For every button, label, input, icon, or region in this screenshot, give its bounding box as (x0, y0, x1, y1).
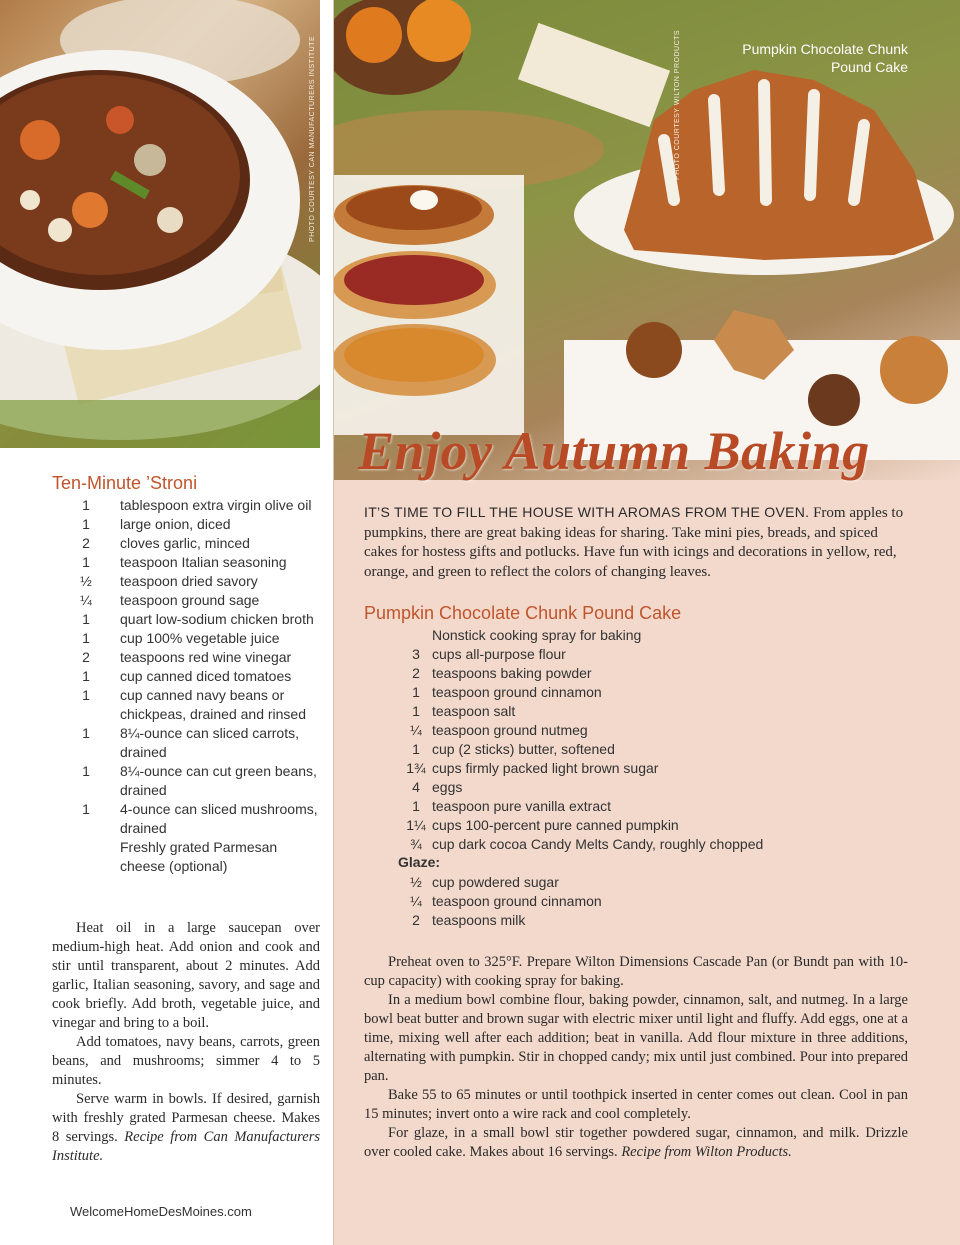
intro-paragraph (364, 503, 908, 582)
ingredient-item (52, 648, 324, 667)
stroni-direction-paragraph: Add tomatoes, navy beans, carrots, green beans, and mushrooms; simmer 4 to 5 minutes. (52, 1034, 320, 1088)
ingredient-text: large onion, diced (120, 516, 231, 532)
ingredient-quantity: 1 (412, 684, 420, 700)
ingredient-quantity: 3 (412, 646, 420, 662)
footer-website[interactable]: WelcomeHomeDesMoines.com (70, 1204, 252, 1219)
ingredient-text: cup canned diced tomatoes (120, 668, 292, 684)
ingredient-text: teaspoon ground sage (120, 592, 260, 608)
ingredient-quantity: 1 (82, 725, 90, 741)
ingredient-item (52, 800, 324, 838)
ingredient-item (52, 762, 324, 800)
ingredient-quantity: 1¼ (406, 817, 426, 833)
intro-lead: IT’S TIME TO FILL THE HOUSE WITH AROMAS FROM THE OVEN. (364, 504, 810, 520)
ingredient-quantity: 1 (412, 798, 420, 814)
ingredient-item (52, 686, 324, 724)
intro-body: From apples to pumpkins, there are great baking ideas for sharing. Take mini pies, breads, and spiced cakes for hostess gifts and potlucks. Have fun with icings and decorations in yellow, red, orange, and green to reflect the colors of changing leaves. (364, 505, 904, 580)
ingredient-text: cloves garlic, minced (120, 535, 250, 551)
ingredient-text: quart low-sodium chicken broth (120, 611, 314, 627)
ingredient-quantity (400, 626, 432, 645)
ingredient-quantity: 4 (412, 779, 420, 795)
ingredient-quantity: 1 (82, 611, 90, 627)
ingredient-item (400, 740, 900, 759)
pound-cake-direction-paragraph: For glaze, in a small bowl stir together powdered sugar, cinnamon, and milk. Drizzle over cooled cake. Makes about 16 servings. Recipe from Wilton Products. (364, 1125, 908, 1160)
ingredient-item (400, 797, 900, 816)
stroni-ingredients-list (52, 496, 324, 876)
ingredient-quantity: 1 (82, 687, 90, 703)
ingredient-quantity: 1 (82, 763, 90, 779)
ingredient-text: cups 100-percent pure canned pumpkin (432, 817, 679, 833)
ingredient-item (52, 667, 324, 686)
ingredient-item (400, 645, 900, 664)
ingredient-text: cups all-purpose flour (432, 646, 566, 662)
ingredient-item (400, 835, 900, 854)
ingredient-quantity: 2 (412, 665, 420, 681)
pound-cake-direction-paragraph: In a medium bowl combine flour, baking powder, cinnamon, salt, and nutmeg. In a large bowl beat butter and brown sugar with electric mixer until light and fluffy. Add eggs, one at a time, mixing well after each addition; beat in vanilla. Add flour mixture in three additions, alternating with pumpkin. Stir in chopped candy; mix until just combined. Pour into prepared pan. (364, 992, 908, 1084)
ingredient-text: teaspoons red wine vinegar (120, 649, 292, 665)
ingredient-item (400, 816, 900, 835)
ingredient-item (400, 778, 900, 797)
ingredient-item (400, 683, 900, 702)
ingredient-quantity: 1 (82, 630, 90, 646)
ingredient-item (52, 496, 324, 515)
cake-photo-caption: Pumpkin Chocolate Chunk Pound Cake (742, 41, 908, 75)
ingredient-text: cup dark cocoa Candy Melts Candy, roughly chopped (432, 836, 764, 852)
cake-photo-credit: PHOTO COURTESY WILTON PRODUCTS (674, 29, 681, 180)
ingredient-quantity: ¾ (410, 836, 422, 852)
ingredient-text: cup 100% vegetable juice (120, 630, 280, 646)
ingredient-item (52, 515, 324, 534)
ingredient-text: cup (2 sticks) butter, softened (432, 741, 615, 757)
pound-cake-directions (364, 953, 908, 1162)
ingredient-item (52, 838, 324, 876)
glaze-ingredients-list (400, 873, 900, 930)
ingredient-item (52, 553, 324, 572)
ingredient-text: teaspoon Italian seasoning (120, 554, 287, 570)
ingredient-item (400, 626, 900, 645)
ingredient-text: 8¼-ounce can sliced carrots, drained (120, 725, 299, 760)
ingredient-text: tablespoon extra virgin olive oil (120, 497, 312, 513)
ingredient-quantity (52, 838, 120, 876)
ingredient-item (52, 572, 324, 591)
ingredient-text: cup powdered sugar (432, 874, 559, 890)
stroni-recipe-title: Ten-Minute ’Stroni (52, 473, 198, 493)
ingredient-text: eggs (432, 779, 463, 795)
pound-cake-ingredients-list (400, 626, 900, 854)
page-headline: Enjoy Autumn Baking (358, 421, 870, 481)
ingredient-quantity: ¼ (80, 592, 92, 608)
ingredient-text: teaspoons milk (432, 912, 526, 928)
ingredient-text: teaspoon ground cinnamon (432, 893, 602, 909)
pound-cake-direction-paragraph: Bake 55 to 65 minutes or until toothpick inserted in center comes out clean. Cool in pan 15 minutes; invert onto a wire rack and cool completely. (364, 1087, 908, 1122)
ingredient-item (52, 610, 324, 629)
ingredient-text: teaspoon salt (432, 703, 516, 719)
ingredient-item (400, 664, 900, 683)
ingredient-quantity: ¼ (410, 893, 422, 909)
ingredient-item (400, 911, 900, 930)
glaze-label: Glaze: (398, 854, 441, 870)
stroni-direction-paragraph: Heat oil in a large saucepan over medium-high heat. Add onion and cook and stir until transparent, about 2 minutes. Add garlic, Italian seasoning, savory, and sage and cook briefly. Add broth, vegetable juice, and vinegar and bring to a boil. (52, 920, 320, 1031)
ingredient-quantity: 1 (82, 668, 90, 684)
ingredient-quantity: ½ (410, 874, 422, 890)
ingredient-quantity: ¼ (410, 722, 422, 738)
ingredient-text: cup canned navy beans or chickpeas, drained and rinsed (120, 687, 307, 722)
ingredient-quantity: 1 (82, 497, 90, 513)
ingredient-item (52, 724, 324, 762)
ingredient-text: teaspoon ground nutmeg (432, 722, 588, 738)
ingredient-quantity: 2 (82, 649, 90, 665)
ingredient-text: teaspoon pure vanilla extract (432, 798, 611, 814)
ingredient-item (400, 759, 900, 778)
soup-photo-credit: PHOTO COURTESY CAN MANUFACTURERS INSTITUTE (309, 35, 316, 242)
ingredient-item (400, 702, 900, 721)
soup-illustration (0, 0, 320, 448)
ingredient-text: 4-ounce can sliced mushrooms, drained (120, 801, 318, 836)
ingredient-text: cups firmly packed light brown sugar (432, 760, 659, 776)
stroni-direction-paragraph: Serve warm in bowls. If desired, garnish with freshly grated Parmesan cheese. Makes 8 servings. Recipe from Can Manufacturers Institute. (52, 1091, 320, 1164)
ingredient-text: Nonstick cooking spray for baking (432, 627, 642, 643)
ingredient-text: teaspoon ground cinnamon (432, 684, 602, 700)
ingredient-item (400, 873, 900, 892)
ingredient-item (52, 534, 324, 553)
ingredient-quantity: 2 (82, 535, 90, 551)
stroni-directions (52, 919, 320, 1166)
ingredient-quantity: 2 (412, 912, 420, 928)
ingredient-item (400, 892, 900, 911)
ingredient-quantity: 1 (82, 554, 90, 570)
ingredient-text: teaspoons baking powder (432, 665, 592, 681)
ingredient-item (52, 629, 324, 648)
pound-cake-recipe-credit: Recipe from Wilton Products. (621, 1144, 792, 1160)
ingredient-item (400, 721, 900, 740)
ingredient-text: teaspoon dried savory (120, 573, 258, 589)
ingredient-quantity: 1 (82, 801, 90, 817)
ingredient-text: Freshly grated Parmesan cheese (optional) (120, 839, 278, 874)
ingredient-quantity: 1 (412, 741, 420, 757)
ingredient-item (52, 591, 324, 610)
ingredient-quantity: ½ (80, 573, 92, 589)
ingredient-quantity: 1 (412, 703, 420, 719)
pound-cake-direction-paragraph: Preheat oven to 325°F. Prepare Wilton Dimensions Cascade Pan (or Bundt pan with 10-cup capacity) with cooking spray for baking. (364, 954, 908, 989)
left-column (0, 0, 334, 1245)
ingredient-quantity: 1 (82, 516, 90, 532)
ingredient-text: 8¼-ounce can cut green beans, drained (120, 763, 317, 798)
pound-cake-recipe-title: Pumpkin Chocolate Chunk Pound Cake (364, 603, 682, 623)
soup-photo (0, 0, 320, 448)
stroni-recipe-credit: Recipe from Can Manufacturers Institute. (52, 1129, 320, 1164)
ingredient-quantity: 1¾ (406, 760, 426, 776)
